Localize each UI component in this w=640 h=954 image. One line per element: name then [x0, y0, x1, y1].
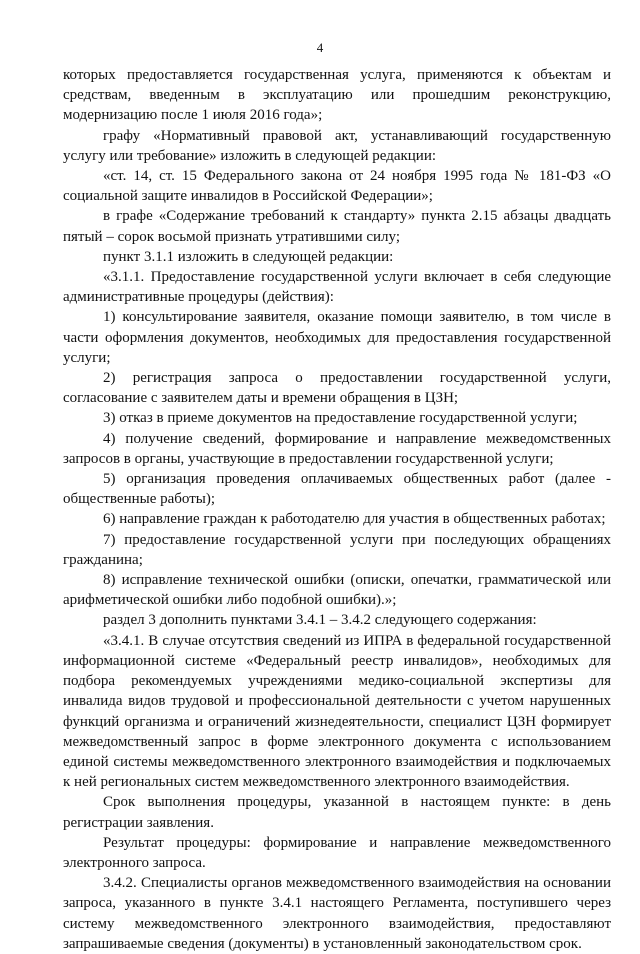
- paragraph: Срок выполнения процедуры, указанной в настоящем пункте: в день регистрации заявления.: [63, 794, 611, 831]
- paragraph: 8) исправление технической ошибки (описки, опечатки, грамматической или арифметической ошибки либо подобной ошибки).»;: [63, 572, 611, 609]
- paragraph: пункт 3.1.1 изложить в следующей редакции:: [103, 248, 394, 265]
- paragraph: 4) получение сведений, формирование и направление межведомственных запросов в органы, участвующие в предоставлении государственной услуги;: [63, 430, 611, 467]
- paragraph: 6) направление граждан к работодателю для участия в общественных работах;: [103, 511, 606, 528]
- paragraph: 3) отказ в приеме документов на предоставление государственной услуги;: [103, 410, 578, 427]
- paragraph: раздел 3 дополнить пунктами 3.4.1 – 3.4.2 следующего содержания:: [103, 612, 537, 629]
- paragraph: «3.1.1. Предоставление государственной услуги включает в себя следующие административные процедуры (действия):: [63, 269, 611, 306]
- paragraph: которых предоставляется государственная услуга, применяются к объектам и средствам, введенным в эксплуатацию или прошедшим реконструкцию, модернизацию после 1 июля 2016 года»;: [63, 67, 611, 124]
- paragraph: 5) организация проведения оплачиваемых общественных работ (далее - общественные работы);: [63, 471, 611, 508]
- paragraph: Результат процедуры: формирование и направление межведомственного электронного запроса.: [63, 834, 611, 871]
- paragraph: в графе «Содержание требований к стандарту» пункта 2.15 абзацы двадцать пятый – сорок восьмой признать утратившими силу;: [63, 208, 611, 245]
- paragraph: 7) предоставление государственной услуги при последующих обращениях гражданина;: [63, 531, 611, 568]
- document-body: [63, 65, 611, 954]
- paragraph: 2) регистрация запроса о предоставлении государственной услуги, согласование с заявителем даты и времени обращения в ЦЗН;: [63, 370, 611, 407]
- paragraph: «ст. 14, ст. 15 Федерального закона от 24 ноября 1995 года № 181-ФЗ «О социальной защите инвалидов в Российской Федерации»;: [63, 168, 611, 205]
- paragraph: 3.4.2. Специалисты органов межведомственного взаимодействия на основании запроса, указанного в пункте 3.4.1 настоящего Регламента, поступившего через систему межведомственного электронного взаимодействия, предоставляют запрашиваемые сведения (документы) в установленный законодательством срок.: [63, 875, 611, 952]
- paragraph: 1) консультирование заявителя, оказание помощи заявителю, в том числе в части оформления документов, необходимых для предоставления государственной услуги;: [63, 309, 611, 366]
- paragraph: «3.4.1. В случае отсутствия сведений из ИПРА в федеральной государственной информационной системе «Федеральный реестр инвалидов», необходимых для подбора рекомендуемых учреждениями медико-социальной экспертизы для инвалида видов трудовой и профессиональной деятельности с учетом нарушенных функций организма и ограничений жизнедеятельности, специалист ЦЗН формирует межведомственный запрос в форме электронного документа с использованием единой системы межведомственного электронного взаимодействия и подключаемых к ней региональных систем межведомственного электронного взаимодействия.: [63, 632, 611, 791]
- page-number: 4: [316, 40, 324, 55]
- paragraph: графу «Нормативный правовой акт, устанавливающий государственную услугу или требование» изложить в следующей редакции:: [63, 127, 611, 164]
